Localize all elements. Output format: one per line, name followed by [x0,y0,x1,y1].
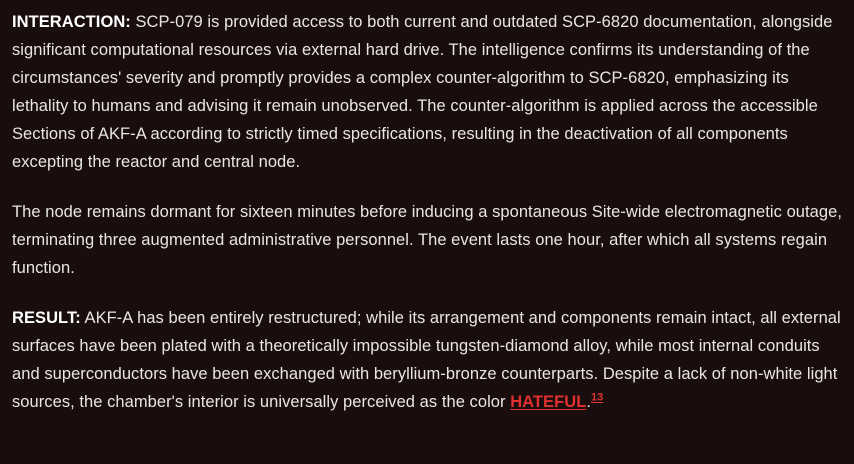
footnote-reference-13[interactable]: 13 [590,391,604,404]
paragraph-text-interaction: SCP-079 is provided access to both current and outdated SCP-6820 documentation, alongside significant computational resources via external hard drive. The intelligence confirms its understanding of the circumstances' severity and promptly provides a complex counter-algorithm to SCP-6820, emphasizing its lethality to humans and advising it remain unobserved. The counter-algorithm is applied across the accessible Sections of AKF-A according to strictly timed specifications, resulting in the deactivation of all components excepting the reactor and central node. [12,13,833,171]
paragraph-node-dormant [12,198,842,282]
paragraph-interaction [12,8,842,176]
hateful-link[interactable]: HATEFUL [510,393,587,411]
paragraph-text-node-dormant: The node remains dormant for sixteen minutes before inducing a spontaneous Site-wide electromagnetic outage, terminating three augmented administrative personnel. The event lasts one hour, after which all systems regain function. [12,203,842,277]
paragraph-text-result-after-link: . [586,393,591,411]
paragraph-lead-label-interaction: INTERACTION: [12,13,131,31]
paragraph-result [12,304,842,416]
paragraph-lead-label-result: RESULT: [12,309,81,327]
paragraph-text-result-before-link: AKF-A has been entirely restructured; while its arrangement and components remain intact, all external surfaces have been plated with a theoretically impossible tungsten-diamond alloy, while most internal conduits and superconductors have been exchanged with beryllium-bronze counterparts. Despite a lack of non-white light sources, the chamber's interior is universally perceived as the color [12,309,841,411]
